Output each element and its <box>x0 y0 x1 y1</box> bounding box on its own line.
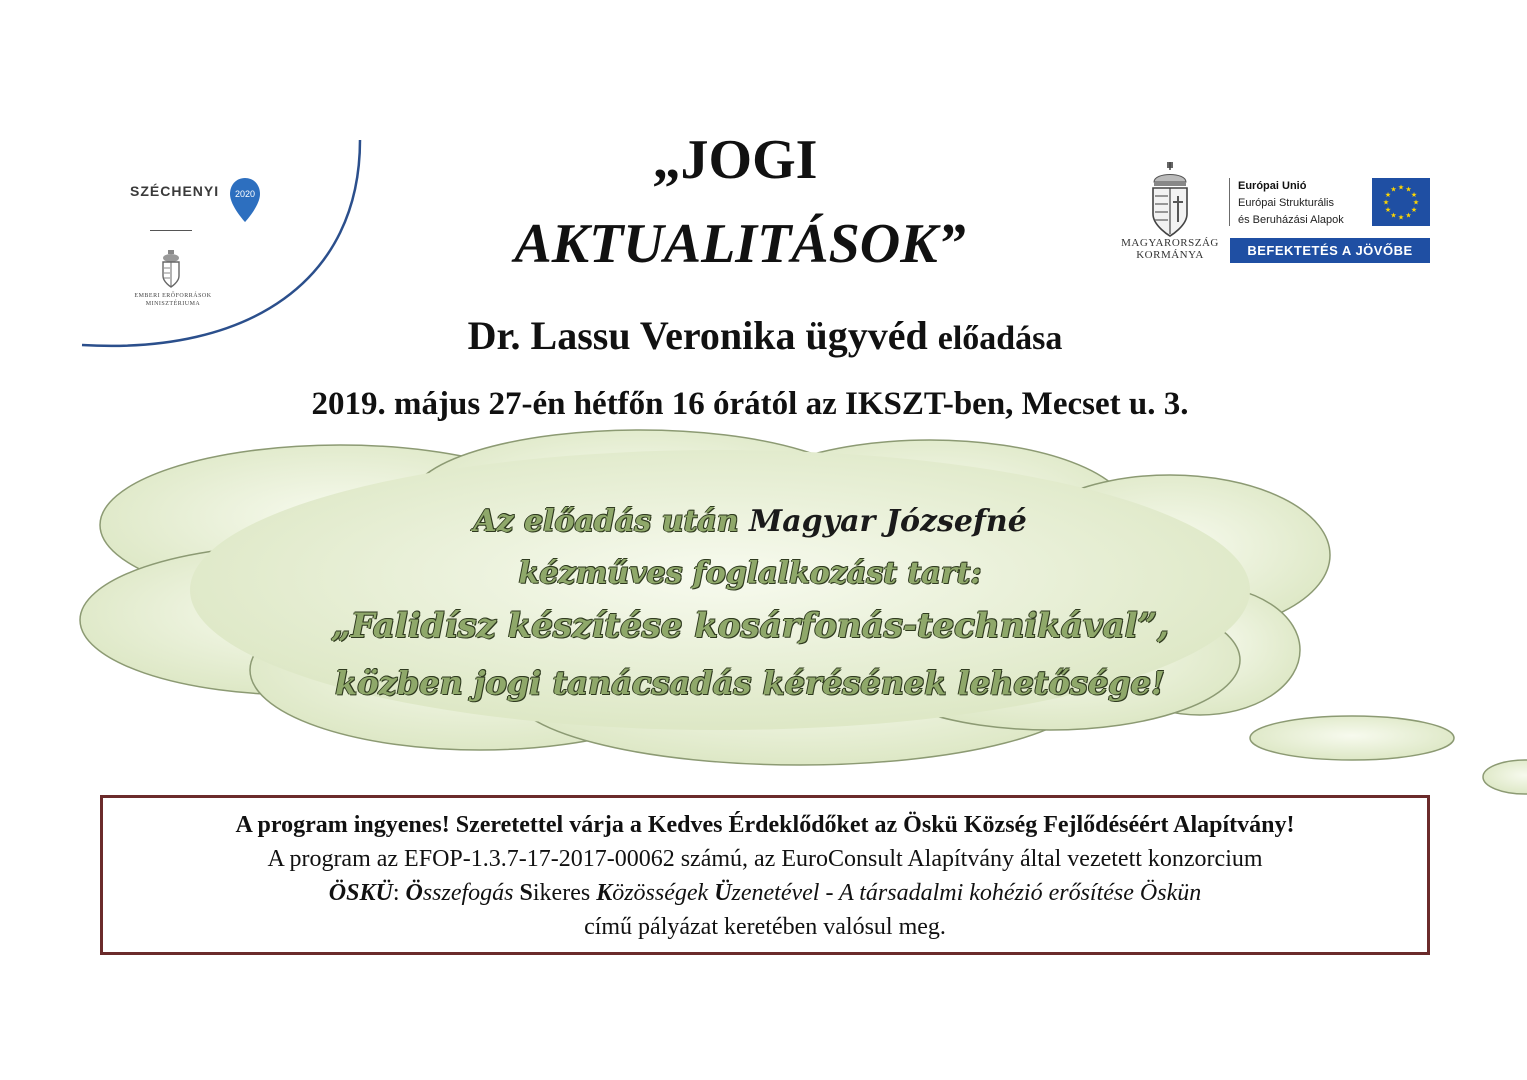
cloud-host-name: Magyar Józsefné <box>749 504 1027 539</box>
eu-star-icon: ★ <box>1412 198 1420 207</box>
eu-star-icon: ★ <box>1405 185 1412 194</box>
eu-line-1: Európai Unió <box>1238 180 1307 192</box>
location-pin-icon <box>228 176 262 224</box>
eu-star-icon: ★ <box>1384 206 1392 214</box>
government-line-2: KORMÁNYA <box>1136 249 1204 261</box>
szechenyi-year: 2020 <box>234 189 256 199</box>
logo-divider <box>150 230 192 231</box>
eu-line-2: Európai Strukturális <box>1238 197 1334 209</box>
info-box <box>100 795 1430 955</box>
hungarian-crest-icon <box>1148 162 1192 238</box>
project-subtitle: - A társadalmi kohézió erősítése Öskün <box>819 880 1202 906</box>
cloud-line-3: „Falidísz készítése kosárfonás-technikával”, <box>331 606 1169 646</box>
eu-divider <box>1229 178 1230 226</box>
cloud-line-1 <box>300 500 1200 544</box>
government-line-1: MAGYARORSZÁG <box>1121 237 1219 249</box>
info-line-4: című pályázat keretében valósul meg. <box>584 914 946 940</box>
info-line-3 <box>103 876 1427 910</box>
eu-funds-label <box>1238 178 1370 229</box>
government-label <box>1110 237 1230 261</box>
event-date: 2019. május 27-én hétfőn 16 órától az IKSZT-ben, Mecset u. 3. <box>311 386 1189 422</box>
acronym-word: sszefogás <box>422 880 514 906</box>
eu-star-icon: ★ <box>1397 213 1405 222</box>
eu-star-icon: ★ <box>1384 191 1392 199</box>
cloud-line-2: kézműves foglalkozást tart: <box>518 556 982 591</box>
eu-star-icon: ★ <box>1405 211 1412 220</box>
szechenyi-brand-text: SZÉCHENYI <box>130 183 220 199</box>
cloud-line-1-intro: Az előadás után <box>473 504 739 539</box>
speaker-name: Dr. Lassu Veronika ügyvéd <box>467 313 928 358</box>
ministry-name: EMBERI ERŐFORRÁSOK MINISZTÉRIUMA <box>134 293 212 307</box>
title-line-2: AKTUALITÁSOK” <box>514 213 966 275</box>
eu-star-icon: ★ <box>1397 183 1405 192</box>
eu-slogan-banner: BEFEKTETÉS A JÖVŐBE <box>1230 238 1430 263</box>
eu-star-icon: ★ <box>1410 206 1418 214</box>
osku-colon: : <box>392 880 400 906</box>
eu-star-icon: ★ <box>1390 185 1397 194</box>
eu-star-icon: ★ <box>1390 211 1397 220</box>
hungarian-crest-icon <box>160 250 182 288</box>
acronym-initial: K <box>596 880 613 906</box>
eu-line-3: és Beruházási Alapok <box>1238 214 1344 226</box>
acronym-word: özösségek <box>612 880 709 906</box>
cloud-line-4: közben jogi tanácsadás kérésének lehetősége! <box>335 664 1165 702</box>
info-line-1: A program ingyenes! Szeretettel várja a Kedves Érdeklődőket az Öskü Község Fejlődéséért Alapítvány! <box>235 812 1295 838</box>
acronym-initial: S <box>519 880 533 906</box>
title-line-1: „JOGI <box>652 129 818 191</box>
speaker-suffix: előadása <box>937 320 1063 357</box>
osku-acronym: ÖSKÜ <box>328 880 393 906</box>
acronym-initial: Ü <box>714 880 732 906</box>
acronym-initial: Ö <box>405 880 423 906</box>
acronym-word: zenetével <box>731 880 820 906</box>
speaker-line <box>300 310 1230 365</box>
eu-star-icon: ★ <box>1410 191 1418 199</box>
eu-flag-icon <box>1372 178 1430 226</box>
eu-star-icon: ★ <box>1382 198 1390 207</box>
acronym-word: ikeres <box>532 880 591 906</box>
info-line-2: A program az EFOP-1.3.7-17-2017-00062 számú, az EuroConsult Alapítvány által vezetett konzorcium <box>267 846 1263 872</box>
